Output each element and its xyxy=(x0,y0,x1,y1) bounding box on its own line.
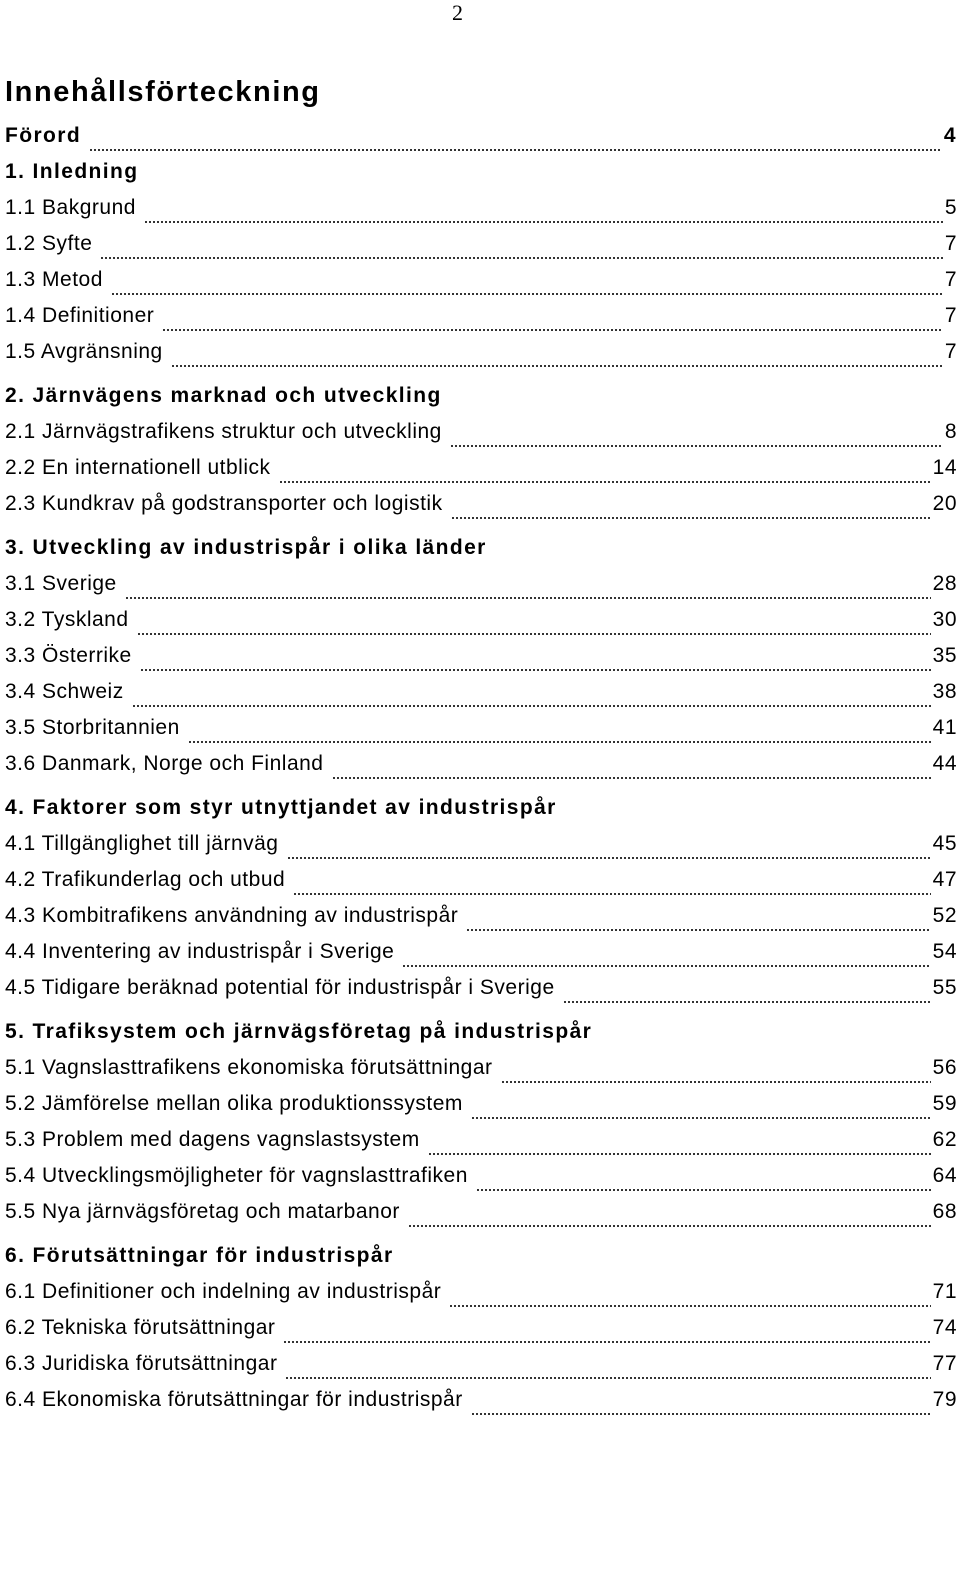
toc-label: 2.1 Järnvägstrafikens struktur och utveckling xyxy=(5,420,442,443)
toc-page-number: 28 xyxy=(932,572,957,595)
toc-page-number: 55 xyxy=(932,976,957,999)
toc-page-number: 30 xyxy=(932,608,957,631)
toc-page-number: 7 xyxy=(944,304,957,327)
toc-page-number: 62 xyxy=(932,1128,957,1151)
toc-label: 3.6 Danmark, Norge och Finland xyxy=(5,752,324,775)
dot-leader xyxy=(137,633,931,635)
dot-leader xyxy=(428,1153,931,1155)
dot-leader xyxy=(402,965,930,967)
dot-leader xyxy=(283,1341,930,1343)
dot-leader xyxy=(471,1413,931,1415)
toc-label: 2.3 Kundkrav på godstransporter och logistik xyxy=(5,492,443,515)
toc-label: 1. Inledning xyxy=(5,160,139,183)
toc-label: 6.4 Ekonomiska förutsättningar för industrispår xyxy=(5,1388,463,1411)
toc-entry[interactable] xyxy=(5,456,957,492)
dot-leader xyxy=(450,445,943,447)
toc-heading xyxy=(5,160,957,196)
toc-page-number: 7 xyxy=(944,340,957,363)
toc-heading xyxy=(5,796,957,832)
toc-label: 3.2 Tyskland xyxy=(5,608,129,631)
dot-leader xyxy=(501,1081,931,1083)
toc-label: 1.4 Definitioner xyxy=(5,304,155,327)
toc-entry[interactable] xyxy=(5,1280,957,1316)
toc-entry[interactable] xyxy=(5,1200,957,1236)
dot-leader xyxy=(476,1189,931,1191)
toc-entry[interactable] xyxy=(5,608,957,644)
toc-heading[interactable] xyxy=(5,124,957,160)
dot-leader xyxy=(100,257,942,259)
toc-label: 5. Trafiksystem och järnvägsföretag på industrispår xyxy=(5,1020,593,1043)
toc-label: 5.1 Vagnslasttrafikens ekonomiska förutsättningar xyxy=(5,1056,493,1079)
toc-page-number: 14 xyxy=(932,456,957,479)
toc-page-number: 7 xyxy=(944,268,957,291)
toc-entry[interactable] xyxy=(5,1128,957,1164)
dot-leader xyxy=(287,857,931,859)
toc-page-number: 79 xyxy=(932,1388,957,1411)
toc-entry[interactable] xyxy=(5,940,957,976)
toc-page-number: 59 xyxy=(932,1092,957,1115)
toc-entry[interactable] xyxy=(5,420,957,456)
dot-leader xyxy=(563,1001,931,1003)
toc-label: 4. Faktorer som styr utnyttjandet av industrispår xyxy=(5,796,557,819)
toc-page-number: 4 xyxy=(943,124,957,147)
dot-leader xyxy=(279,481,931,483)
toc-label: 1.2 Syfte xyxy=(5,232,93,255)
toc-entry[interactable] xyxy=(5,340,957,376)
dot-leader xyxy=(132,705,931,707)
toc-entry[interactable] xyxy=(5,1164,957,1200)
toc-entry[interactable] xyxy=(5,1352,957,1388)
toc-heading xyxy=(5,1244,957,1280)
toc-label: 3. Utveckling av industrispår i olika länder xyxy=(5,536,487,559)
toc-entry[interactable] xyxy=(5,716,957,752)
toc-label: 5.5 Nya järnvägsföretag och matarbanor xyxy=(5,1200,400,1223)
toc-page-number: 54 xyxy=(932,940,957,963)
toc-entry[interactable] xyxy=(5,196,957,232)
toc-label: 6. Förutsättningar för industrispår xyxy=(5,1244,394,1267)
toc-label: 6.3 Juridiska förutsättningar xyxy=(5,1352,278,1375)
toc-heading xyxy=(5,1020,957,1056)
dot-leader xyxy=(162,329,943,331)
toc-label: 6.2 Tekniska förutsättningar xyxy=(5,1316,276,1339)
toc-label: 4.1 Tillgänglighet till järnväg xyxy=(5,832,279,855)
toc-entry[interactable] xyxy=(5,1388,957,1424)
toc-page-number: 35 xyxy=(932,644,957,667)
toc-entry[interactable] xyxy=(5,268,957,304)
toc-label: 6.1 Definitioner och indelning av industrispår xyxy=(5,1280,442,1303)
toc-page-number: 44 xyxy=(932,752,957,775)
dot-leader xyxy=(171,365,943,367)
toc-entry[interactable] xyxy=(5,868,957,904)
toc-label: 2.2 En internationell utblick xyxy=(5,456,271,479)
toc-page-number: 7 xyxy=(944,232,957,255)
toc-entry[interactable] xyxy=(5,1092,957,1128)
toc-page-number: 45 xyxy=(932,832,957,855)
toc-entry[interactable] xyxy=(5,232,957,268)
dot-leader xyxy=(408,1225,931,1227)
toc-page-number: 5 xyxy=(944,196,957,219)
toc-heading xyxy=(5,384,957,420)
dot-leader xyxy=(140,669,931,671)
toc-label: 5.4 Utvecklingsmöjligheter för vagnslasttrafiken xyxy=(5,1164,468,1187)
toc-label: 3.4 Schweiz xyxy=(5,680,124,703)
dot-leader xyxy=(293,893,930,895)
page-title: Innehållsförteckning xyxy=(5,76,321,108)
toc-entry[interactable] xyxy=(5,752,957,788)
toc-label: 1.5 Avgränsning xyxy=(5,340,163,363)
dot-leader xyxy=(125,597,931,599)
toc-label: 2. Järnvägens marknad och utveckling xyxy=(5,384,442,407)
toc-page-number: 41 xyxy=(932,716,957,739)
dot-leader xyxy=(449,1305,930,1307)
toc-entry[interactable] xyxy=(5,492,957,528)
toc-entry[interactable] xyxy=(5,1056,957,1092)
toc-label: 1.3 Metod xyxy=(5,268,103,291)
toc-label: 5.2 Jämförelse mellan olika produktionssystem xyxy=(5,1092,463,1115)
toc-label: 4.2 Trafikunderlag och utbud xyxy=(5,868,286,891)
dot-leader xyxy=(188,741,931,743)
toc-page-number: 68 xyxy=(932,1200,957,1223)
toc-label: 4.4 Inventering av industrispår i Sverige xyxy=(5,940,395,963)
toc-label: 3.5 Storbritannien xyxy=(5,716,180,739)
toc-label: 3.1 Sverige xyxy=(5,572,117,595)
toc-page-number: 77 xyxy=(932,1352,957,1375)
toc-page-number: 52 xyxy=(932,904,957,927)
toc-page-number: 8 xyxy=(944,420,957,443)
toc-page-number: 47 xyxy=(932,868,957,891)
dot-leader xyxy=(144,221,943,223)
page-number: 2 xyxy=(452,0,463,25)
toc-entry[interactable] xyxy=(5,572,957,608)
toc-entry[interactable] xyxy=(5,976,957,1012)
dot-leader xyxy=(332,777,931,779)
toc-page-number: 20 xyxy=(932,492,957,515)
toc-entry[interactable] xyxy=(5,1316,957,1352)
toc-entry[interactable] xyxy=(5,304,957,340)
toc-page-number: 38 xyxy=(932,680,957,703)
toc-label: 4.5 Tidigare beräknad potential för industrispår i Sverige xyxy=(5,976,555,999)
toc-heading xyxy=(5,536,957,572)
dot-leader xyxy=(466,929,930,931)
dot-leader xyxy=(111,293,943,295)
toc-page-number: 71 xyxy=(932,1280,957,1303)
toc-label: 5.3 Problem med dagens vagnslastsystem xyxy=(5,1128,420,1151)
toc-entry[interactable] xyxy=(5,904,957,940)
dot-leader xyxy=(471,1117,931,1119)
toc-page-number: 64 xyxy=(932,1164,957,1187)
dot-leader xyxy=(451,517,931,519)
toc-entry[interactable] xyxy=(5,680,957,716)
toc-page-number: 74 xyxy=(932,1316,957,1339)
toc-label: 1.1 Bakgrund xyxy=(5,196,136,219)
toc-entry[interactable] xyxy=(5,644,957,680)
table-of-contents xyxy=(5,124,957,1424)
toc-label: 3.3 Österrike xyxy=(5,644,132,667)
toc-entry[interactable] xyxy=(5,832,957,868)
dot-leader xyxy=(285,1377,930,1379)
toc-label: Förord xyxy=(5,124,82,147)
toc-page-number: 56 xyxy=(932,1056,957,1079)
dot-leader xyxy=(89,149,942,151)
toc-label: 4.3 Kombitrafikens användning av industrispår xyxy=(5,904,459,927)
